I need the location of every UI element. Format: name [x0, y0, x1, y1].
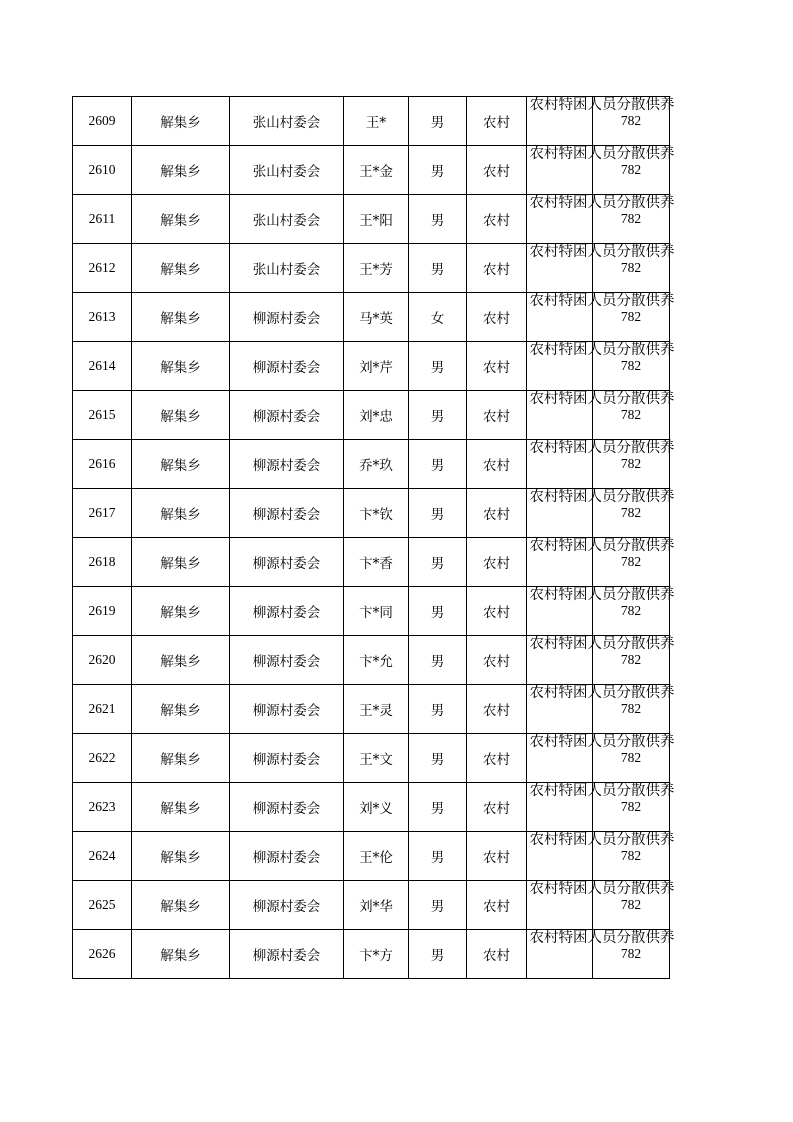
township-cell: 解集乡 [132, 734, 230, 783]
amount-cell: 782 [593, 342, 670, 391]
category-text: 农村特困人员分散供养 [529, 391, 675, 407]
category-text: 农村特困人员分散供养 [529, 342, 675, 358]
gender-cell: 女 [409, 293, 467, 342]
row-number: 2622 [73, 734, 132, 783]
township-cell: 解集乡 [132, 538, 230, 587]
village-cell: 柳源村委会 [230, 293, 344, 342]
area-cell: 农村 [467, 342, 527, 391]
name-cell: 乔*玖 [344, 440, 409, 489]
row-number: 2618 [73, 538, 132, 587]
area-cell: 农村 [467, 489, 527, 538]
village-cell: 柳源村委会 [230, 587, 344, 636]
village-cell: 张山村委会 [230, 195, 344, 244]
category-text: 农村特困人员分散供养 [529, 538, 675, 554]
amount-cell: 782 [593, 244, 670, 293]
amount-cell: 782 [593, 293, 670, 342]
table-row [73, 783, 670, 832]
row-number: 2610 [73, 146, 132, 195]
village-cell: 柳源村委会 [230, 734, 344, 783]
area-cell: 农村 [467, 685, 527, 734]
table-row [73, 636, 670, 685]
area-cell: 农村 [467, 391, 527, 440]
amount-cell: 782 [593, 930, 670, 979]
name-cell: 王*阳 [344, 195, 409, 244]
amount-cell: 782 [593, 489, 670, 538]
village-cell: 柳源村委会 [230, 881, 344, 930]
name-cell: 王*芳 [344, 244, 409, 293]
gender-cell: 男 [409, 783, 467, 832]
amount-cell: 782 [593, 97, 670, 146]
township-cell: 解集乡 [132, 636, 230, 685]
village-cell: 柳源村委会 [230, 538, 344, 587]
gender-cell: 男 [409, 685, 467, 734]
category-text: 农村特困人员分散供养 [529, 636, 675, 652]
row-number: 2616 [73, 440, 132, 489]
township-cell: 解集乡 [132, 930, 230, 979]
amount-cell: 782 [593, 391, 670, 440]
gender-cell: 男 [409, 636, 467, 685]
table-row [73, 587, 670, 636]
township-cell: 解集乡 [132, 587, 230, 636]
category-text: 农村特困人员分散供养 [529, 293, 675, 309]
name-cell: 卞*香 [344, 538, 409, 587]
amount-cell: 782 [593, 734, 670, 783]
category-text: 农村特困人员分散供养 [529, 587, 675, 603]
village-cell: 柳源村委会 [230, 783, 344, 832]
gender-cell: 男 [409, 146, 467, 195]
row-number: 2613 [73, 293, 132, 342]
amount-cell: 782 [593, 636, 670, 685]
amount-cell: 782 [593, 783, 670, 832]
category-text: 农村特困人员分散供养 [529, 930, 675, 946]
name-cell: 刘*华 [344, 881, 409, 930]
gender-cell: 男 [409, 832, 467, 881]
table-row [73, 881, 670, 930]
name-cell: 刘*芹 [344, 342, 409, 391]
area-cell: 农村 [467, 832, 527, 881]
category-text: 农村特困人员分散供养 [529, 881, 675, 897]
village-cell: 柳源村委会 [230, 342, 344, 391]
township-cell: 解集乡 [132, 489, 230, 538]
category-text: 农村特困人员分散供养 [529, 734, 675, 750]
township-cell: 解集乡 [132, 391, 230, 440]
category-text: 农村特困人员分散供养 [529, 440, 675, 456]
name-cell: 卞*方 [344, 930, 409, 979]
amount-cell: 782 [593, 587, 670, 636]
roster-table [72, 96, 675, 979]
row-number: 2614 [73, 342, 132, 391]
area-cell: 农村 [467, 293, 527, 342]
name-cell: 王*文 [344, 734, 409, 783]
row-number: 2609 [73, 97, 132, 146]
name-cell: 卞*允 [344, 636, 409, 685]
village-cell: 张山村委会 [230, 244, 344, 293]
amount-cell: 782 [593, 832, 670, 881]
row-number: 2620 [73, 636, 132, 685]
area-cell: 农村 [467, 440, 527, 489]
table-row [73, 538, 670, 587]
row-number: 2625 [73, 881, 132, 930]
village-cell: 柳源村委会 [230, 440, 344, 489]
category-text: 农村特困人员分散供养 [529, 832, 675, 848]
amount-cell: 782 [593, 195, 670, 244]
amount-cell: 782 [593, 538, 670, 587]
row-number: 2621 [73, 685, 132, 734]
name-cell: 王* [344, 97, 409, 146]
name-cell: 王*伦 [344, 832, 409, 881]
table-row [73, 440, 670, 489]
table-row [73, 293, 670, 342]
gender-cell: 男 [409, 391, 467, 440]
area-cell: 农村 [467, 734, 527, 783]
category-text: 农村特困人员分散供养 [529, 685, 675, 701]
gender-cell: 男 [409, 489, 467, 538]
category-text: 农村特困人员分散供养 [529, 97, 675, 113]
name-cell: 刘*忠 [344, 391, 409, 440]
row-number: 2623 [73, 783, 132, 832]
township-cell: 解集乡 [132, 146, 230, 195]
table-row [73, 195, 670, 244]
township-cell: 解集乡 [132, 685, 230, 734]
village-cell: 柳源村委会 [230, 832, 344, 881]
area-cell: 农村 [467, 881, 527, 930]
table-row [73, 734, 670, 783]
gender-cell: 男 [409, 244, 467, 293]
area-cell: 农村 [467, 195, 527, 244]
category-text: 农村特困人员分散供养 [529, 783, 675, 799]
amount-cell: 782 [593, 440, 670, 489]
name-cell: 马*英 [344, 293, 409, 342]
amount-cell: 782 [593, 881, 670, 930]
roster-body [73, 97, 675, 979]
gender-cell: 男 [409, 195, 467, 244]
gender-cell: 男 [409, 342, 467, 391]
village-cell: 柳源村委会 [230, 930, 344, 979]
township-cell: 解集乡 [132, 195, 230, 244]
township-cell: 解集乡 [132, 440, 230, 489]
row-number: 2612 [73, 244, 132, 293]
table-row [73, 685, 670, 734]
gender-cell: 男 [409, 930, 467, 979]
table-row [73, 489, 670, 538]
table-row [73, 930, 670, 979]
amount-cell: 782 [593, 146, 670, 195]
village-cell: 柳源村委会 [230, 391, 344, 440]
gender-cell: 男 [409, 97, 467, 146]
area-cell: 农村 [467, 146, 527, 195]
row-number: 2619 [73, 587, 132, 636]
township-cell: 解集乡 [132, 244, 230, 293]
township-cell: 解集乡 [132, 881, 230, 930]
area-cell: 农村 [467, 930, 527, 979]
row-number: 2617 [73, 489, 132, 538]
area-cell: 农村 [467, 587, 527, 636]
village-cell: 柳源村委会 [230, 685, 344, 734]
table-row [73, 832, 670, 881]
area-cell: 农村 [467, 244, 527, 293]
gender-cell: 男 [409, 881, 467, 930]
area-cell: 农村 [467, 97, 527, 146]
name-cell: 王*金 [344, 146, 409, 195]
name-cell: 卞*钦 [344, 489, 409, 538]
gender-cell: 男 [409, 734, 467, 783]
township-cell: 解集乡 [132, 832, 230, 881]
table-row [73, 342, 670, 391]
area-cell: 农村 [467, 783, 527, 832]
table-row [73, 244, 670, 293]
amount-cell: 782 [593, 685, 670, 734]
row-number: 2626 [73, 930, 132, 979]
table-row [73, 391, 670, 440]
row-number: 2624 [73, 832, 132, 881]
category-text: 农村特困人员分散供养 [529, 195, 675, 211]
village-cell: 张山村委会 [230, 97, 344, 146]
category-text: 农村特困人员分散供养 [529, 489, 675, 505]
gender-cell: 男 [409, 440, 467, 489]
row-number: 2615 [73, 391, 132, 440]
row-number: 2611 [73, 195, 132, 244]
township-cell: 解集乡 [132, 293, 230, 342]
gender-cell: 男 [409, 587, 467, 636]
name-cell: 刘*义 [344, 783, 409, 832]
area-cell: 农村 [467, 636, 527, 685]
area-cell: 农村 [467, 538, 527, 587]
township-cell: 解集乡 [132, 97, 230, 146]
table-row [73, 97, 670, 146]
township-cell: 解集乡 [132, 342, 230, 391]
category-text: 农村特困人员分散供养 [529, 244, 675, 260]
village-cell: 柳源村委会 [230, 489, 344, 538]
village-cell: 柳源村委会 [230, 636, 344, 685]
table-row [73, 146, 670, 195]
category-text: 农村特困人员分散供养 [529, 146, 675, 162]
village-cell: 张山村委会 [230, 146, 344, 195]
township-cell: 解集乡 [132, 783, 230, 832]
gender-cell: 男 [409, 538, 467, 587]
name-cell: 卞*同 [344, 587, 409, 636]
name-cell: 王*灵 [344, 685, 409, 734]
